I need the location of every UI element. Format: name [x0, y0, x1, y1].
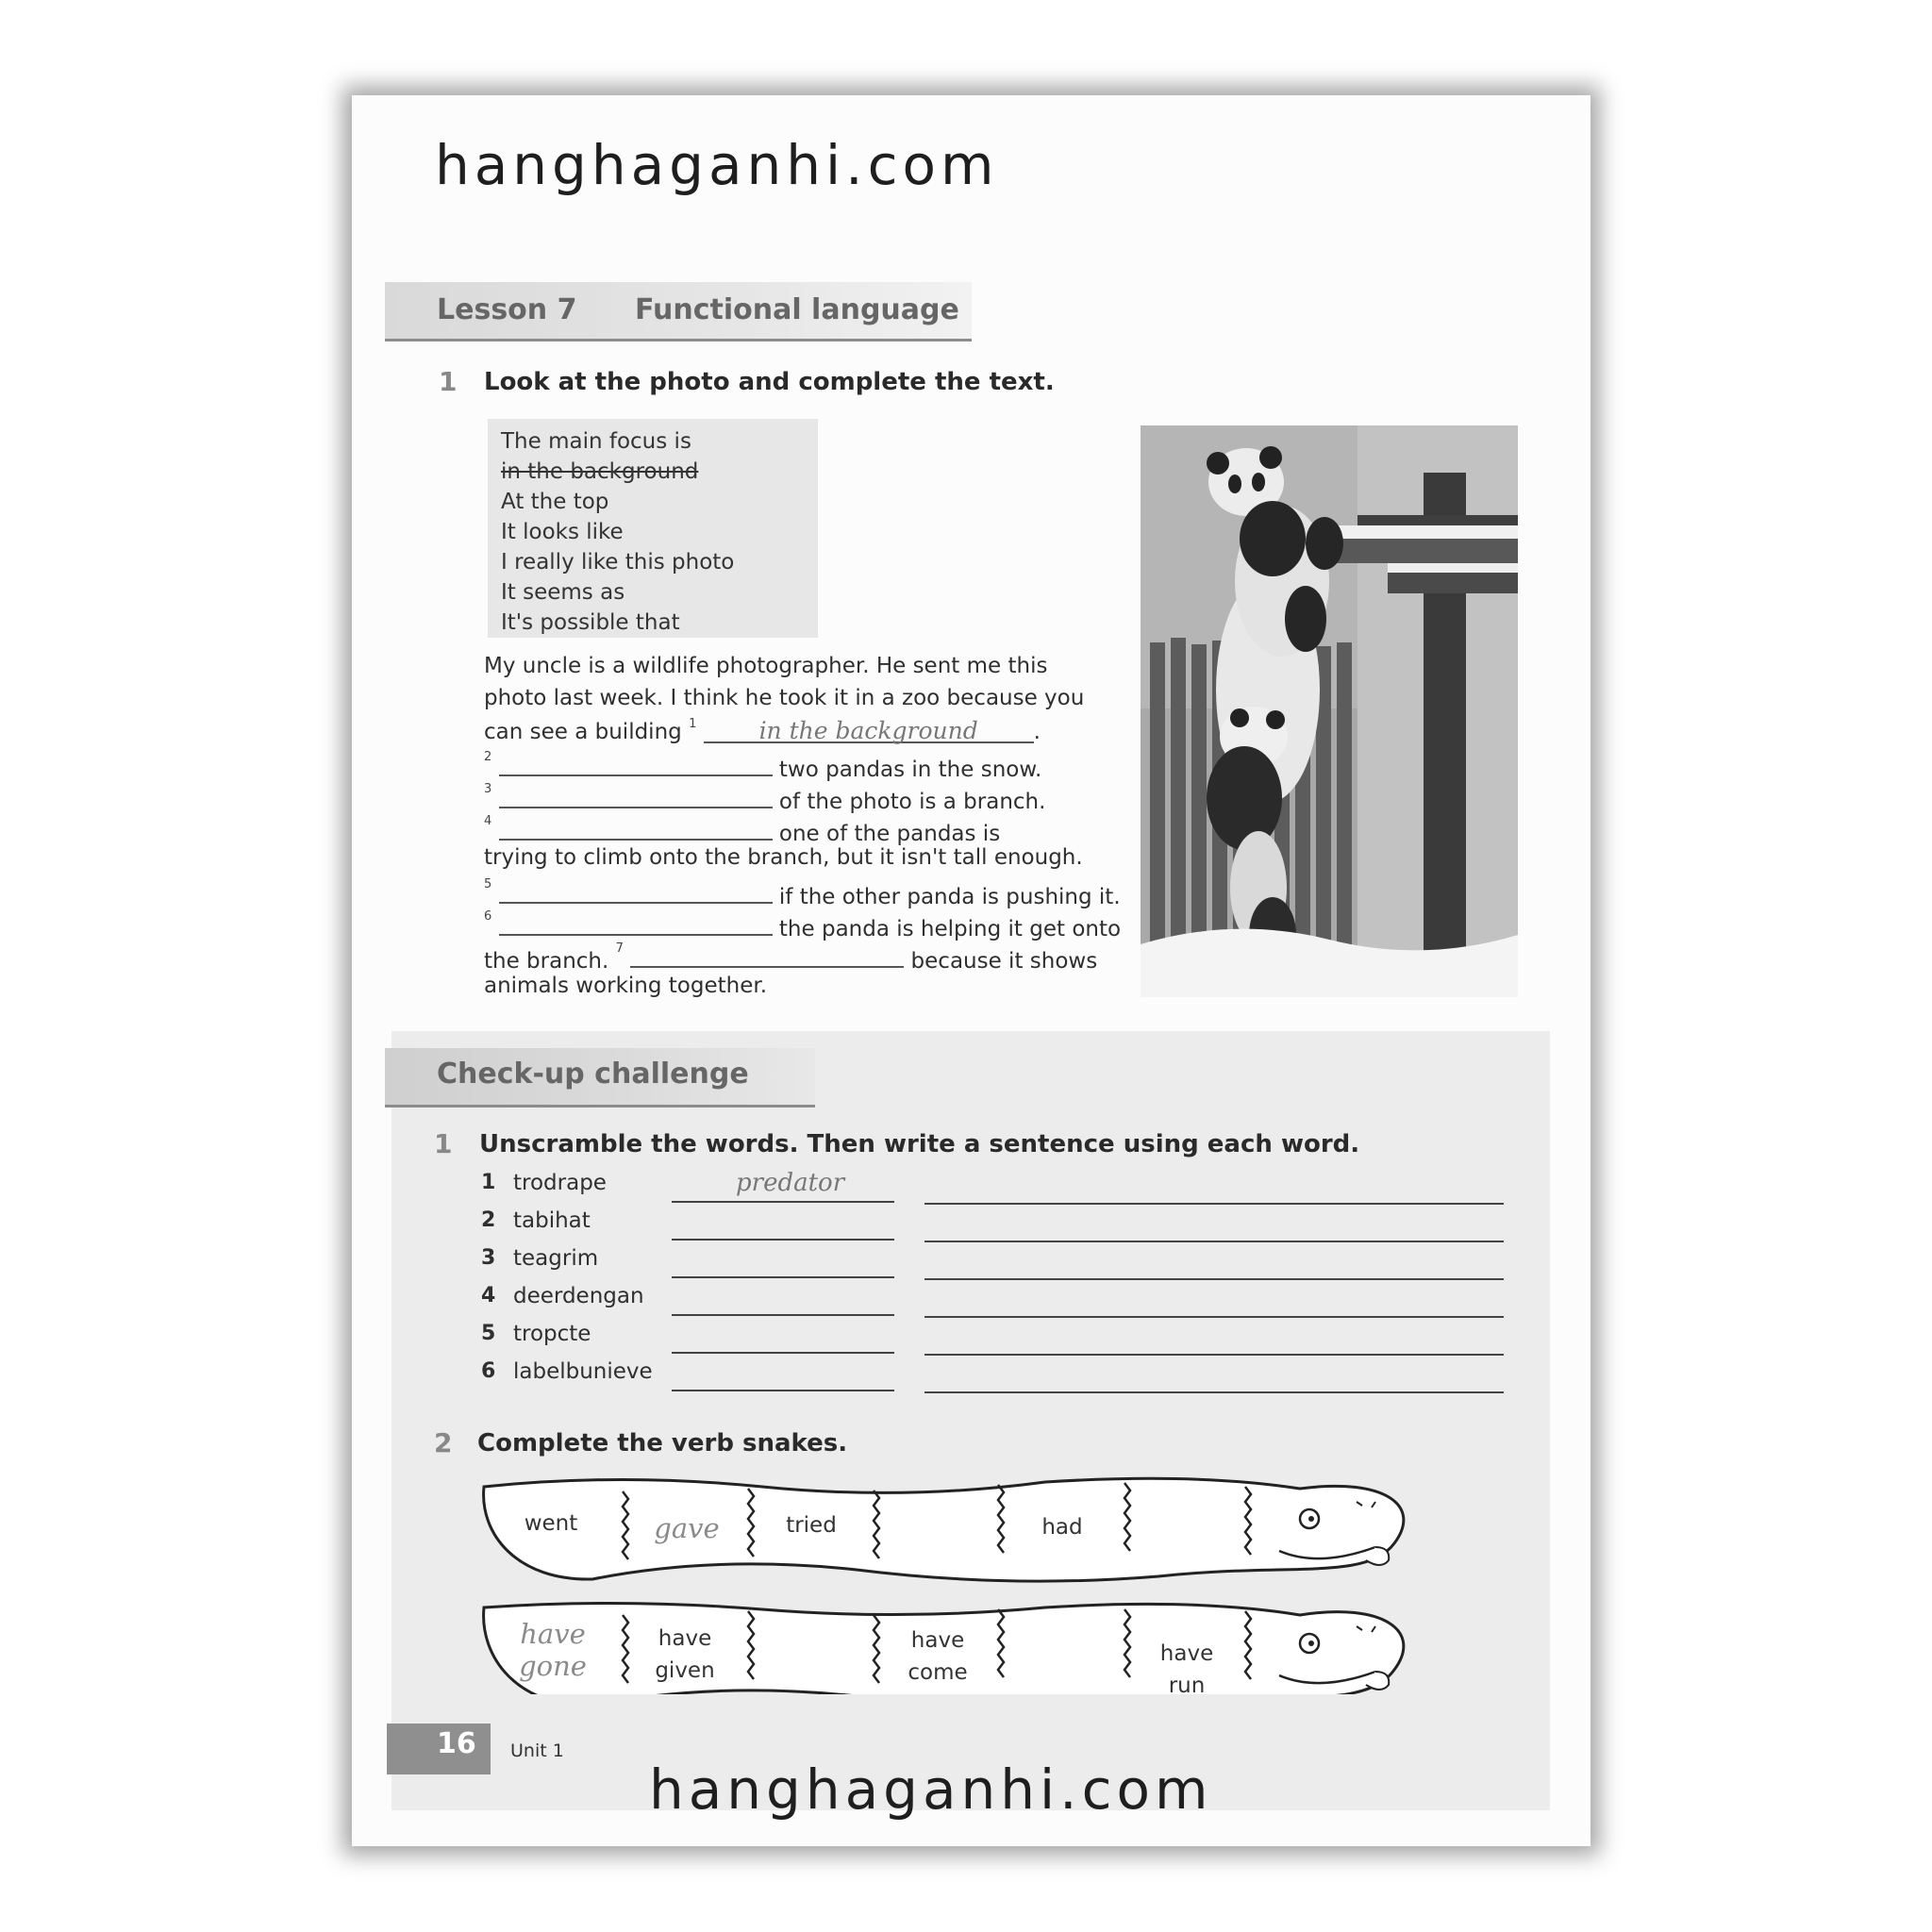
- paragraph-text: of the photo is a branch.: [778, 790, 1046, 814]
- sentence-line[interactable]: [924, 1241, 1504, 1242]
- paragraph-text: if the other panda is pushing it.: [778, 885, 1121, 909]
- unit-label: Unit 1: [510, 1740, 564, 1761]
- lesson-title: Functional language: [635, 293, 959, 326]
- paragraph-line: can see a building $^1$ in the background .: [484, 717, 1041, 744]
- answer-line[interactable]: [672, 1314, 894, 1316]
- panda-photo: [1141, 425, 1518, 997]
- blank-5[interactable]: [499, 877, 773, 904]
- paragraph-text: can see a building: [484, 720, 682, 744]
- blank-4[interactable]: [499, 814, 773, 841]
- blank-7[interactable]: [630, 941, 904, 968]
- workbook-page: [352, 95, 1591, 1846]
- blank-3[interactable]: [499, 782, 773, 808]
- paragraph-line: $^6$ the panda is helping it get onto: [484, 909, 1122, 941]
- panda-photo-graphic: [1141, 425, 1518, 997]
- paragraph-text: one of the pandas is: [778, 822, 1001, 846]
- paragraph-line: photo last week. I think he took it in a zoo because you: [484, 686, 1085, 710]
- paragraph-text: because it shows: [910, 949, 1098, 974]
- watermark-top: hanghaganhi.com: [435, 133, 999, 197]
- sentence-line[interactable]: [924, 1391, 1504, 1393]
- paragraph-line: My uncle is a wildlife photographer. He sent me this: [484, 654, 1048, 678]
- word-box: [488, 419, 818, 638]
- paragraph-line: trying to climb onto the branch, but it isn't tall enough.: [484, 845, 1083, 870]
- word-box-item: It's possible that: [501, 610, 680, 635]
- word-box-item: It seems as: [501, 580, 625, 605]
- word-box-item: At the top: [501, 490, 609, 514]
- snake-1-cell: had: [1041, 1515, 1083, 1540]
- check-up-title: Check-up challenge: [437, 1058, 749, 1091]
- paragraph-line: $^4$ one of the pandas is: [484, 814, 1001, 846]
- blank-1[interactable]: [704, 717, 1034, 743]
- sentence-line[interactable]: [924, 1354, 1504, 1356]
- sentence-line[interactable]: [924, 1203, 1504, 1205]
- answer-line[interactable]: [672, 1276, 894, 1278]
- exercise-number: 1: [439, 366, 458, 397]
- blank-6[interactable]: [499, 909, 773, 936]
- answer-line[interactable]: [672, 1352, 894, 1354]
- unscramble-list: 1 trodrape predator 2 tabihat 3 teagrim 4 deerdengan 5 tropcte 6 labelbunieve: [481, 1171, 1566, 1397]
- paragraph-line: animals working together.: [484, 974, 768, 998]
- paragraph-line: the branch. $^7$ because it shows: [484, 941, 1098, 974]
- lesson-number: Lesson 7: [437, 293, 577, 326]
- exercise-instruction: Look at the photo and complete the text.: [484, 368, 1055, 396]
- verb-snakes: [479, 1468, 1423, 1694]
- check-exercise-1-number: 1: [434, 1128, 453, 1159]
- watermark-bottom: hanghaganhi.com: [649, 1757, 1213, 1822]
- blank-2[interactable]: [499, 750, 773, 776]
- word-box-item: It looks like: [501, 520, 624, 544]
- check-exercise-2-instruction: Complete the verb snakes.: [477, 1429, 848, 1457]
- answer-line[interactable]: [672, 1201, 894, 1203]
- sentence-line[interactable]: [924, 1278, 1504, 1280]
- word-box-item-used: in the background: [501, 459, 699, 484]
- snake-2-cell: have come: [908, 1628, 968, 1685]
- answer-line[interactable]: [672, 1239, 894, 1241]
- word-box-item: The main focus is: [501, 429, 691, 454]
- snake-2-cell: have given: [655, 1626, 715, 1683]
- unscramble-answer: predator: [736, 1169, 845, 1197]
- paragraph-text: the panda is helping it get onto: [778, 917, 1122, 941]
- sentence-line[interactable]: [924, 1316, 1504, 1318]
- paragraph-text: two pandas in the snow.: [778, 758, 1042, 782]
- paragraph-line: $^5$ if the other panda is pushing it.: [484, 877, 1121, 909]
- snake-1-cell: tried: [786, 1513, 837, 1538]
- snake-1-cell-answer: gave: [654, 1512, 720, 1544]
- verb-snake-1: [484, 1478, 1404, 1581]
- snake-2-cell-answer: have gone: [519, 1618, 587, 1682]
- answer-line[interactable]: [672, 1390, 894, 1391]
- paragraph-text: the branch.: [484, 949, 609, 974]
- paragraph-line: $^3$ of the photo is a branch.: [484, 782, 1046, 814]
- page-number: 16: [437, 1727, 476, 1760]
- snake-1-cell: went: [524, 1511, 578, 1536]
- paragraph-line: $^2$ two pandas in the snow.: [484, 750, 1042, 782]
- snake-2-cell: have run: [1159, 1641, 1214, 1694]
- check-exercise-2-number: 2: [434, 1427, 453, 1458]
- verb-snake-2: [484, 1603, 1404, 1694]
- answer-1: in the background: [758, 717, 978, 744]
- word-box-item: I really like this photo: [501, 550, 735, 575]
- check-exercise-1-instruction: Unscramble the words. Then write a sentence using each word.: [479, 1130, 1360, 1158]
